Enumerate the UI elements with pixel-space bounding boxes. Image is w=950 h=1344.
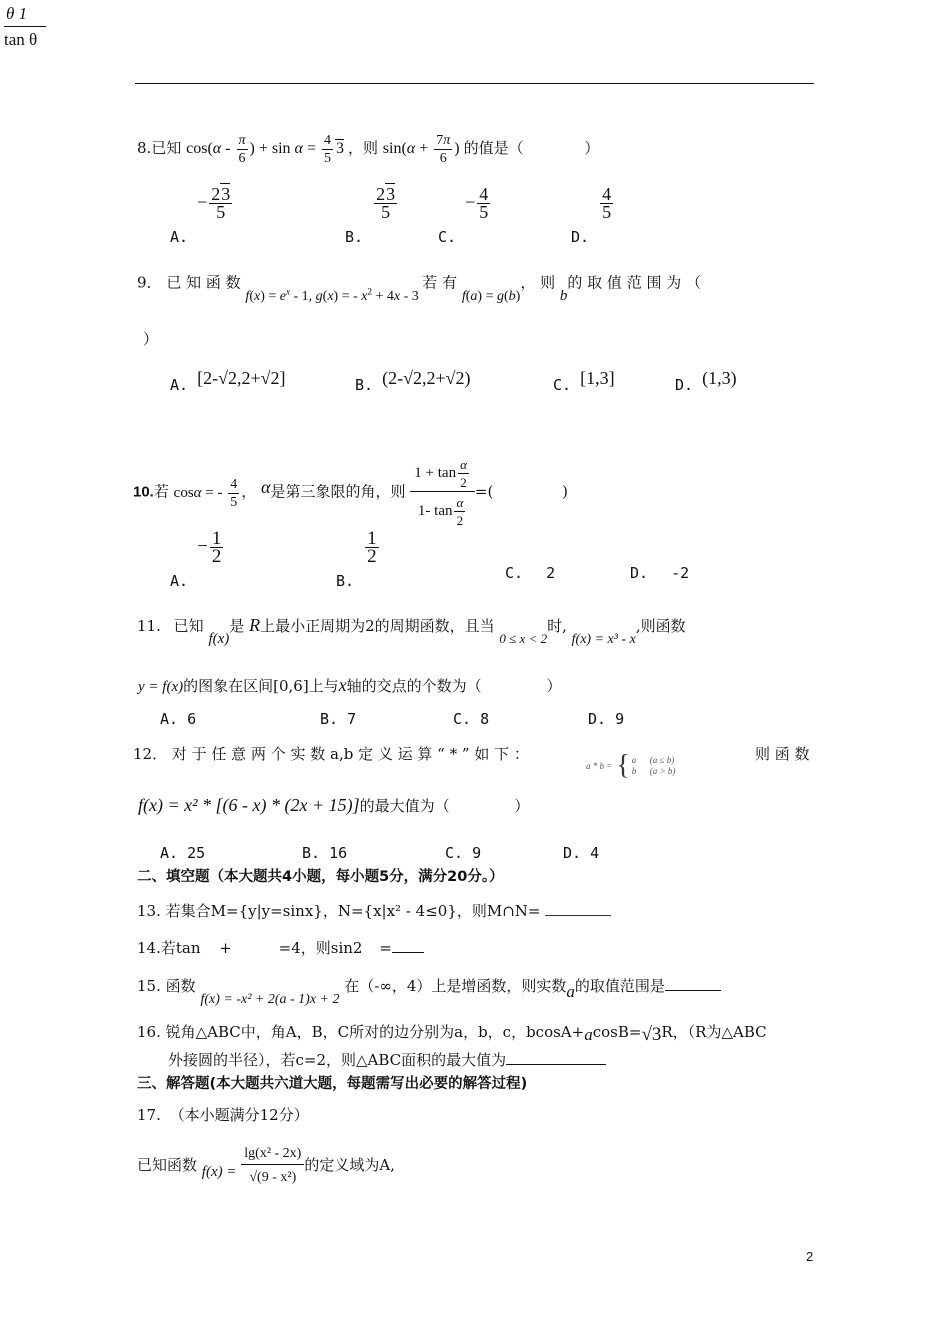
q8-option-b-value: $\frac{23}{5}$ bbox=[376, 184, 396, 222]
question-8 bbox=[137, 132, 599, 167]
q11-option-d-value: 9 bbox=[615, 710, 625, 728]
q11-R: R bbox=[249, 615, 261, 635]
q12-option-a-value: 25 bbox=[187, 844, 206, 862]
q9-condition: f(a) = g(b) bbox=[461, 288, 521, 304]
q10-equation: cosα = - $\frac{4}{5}$ bbox=[173, 476, 238, 510]
question-11 bbox=[137, 615, 686, 647]
header-fraction-denominator: tan θ bbox=[4, 30, 38, 49]
q17-frac-den: √(9 - x²) bbox=[249, 1170, 297, 1185]
q16-text-c: R，（R为△ABC bbox=[661, 1023, 767, 1041]
q9-option-a-label: A. bbox=[170, 376, 189, 394]
q14-text-b: + bbox=[219, 939, 232, 957]
q11-range: 0 ≤ x < 2 bbox=[499, 631, 548, 646]
q9-option-c-value: [1,3] bbox=[580, 368, 615, 388]
q16-text-a: 锐角△ABC中，角A，B，C所对的边分别为a，b，c，bcosA+ bbox=[165, 1023, 585, 1041]
q11-text-b: 是 bbox=[229, 617, 245, 635]
q9-option-b-label: B. bbox=[355, 376, 374, 394]
q16-sqrt: √3 bbox=[641, 1024, 662, 1045]
q8-option-c-label: C. bbox=[438, 227, 457, 246]
q15-text-a: 函数 bbox=[165, 977, 196, 995]
q9-option-b-value: (2-√2,2+√2) bbox=[382, 368, 471, 388]
q10-alpha: α bbox=[261, 476, 271, 497]
question-15 bbox=[137, 976, 817, 1007]
q8-paren-close: ） bbox=[584, 139, 600, 158]
q8-option-c-value: − $\frac{4}{5}$ bbox=[465, 184, 489, 222]
q8-option-d[interactable] bbox=[571, 184, 615, 246]
q10-option-b-value: $\frac{1}{2}$ bbox=[367, 528, 377, 567]
q11-option-d-label: D. bbox=[588, 710, 607, 728]
q12-option-d-value: 4 bbox=[590, 844, 600, 862]
q12-text-a: 对 于 任 意 两 个 实 数 a,b 定 义 运 算 “ * ” 如 下 ： bbox=[171, 745, 529, 763]
q15-variable-a: a bbox=[566, 982, 575, 1001]
question-10 bbox=[133, 456, 568, 529]
q10-number: 10. bbox=[133, 483, 154, 501]
q17-f: f(x) = bbox=[201, 1164, 237, 1180]
q9-option-c[interactable] bbox=[553, 368, 615, 394]
question-14 bbox=[137, 938, 424, 957]
q17-fraction bbox=[241, 1144, 304, 1188]
q9-option-c-label: C. bbox=[553, 376, 572, 394]
q12-text-c: 的最大值为（ bbox=[359, 797, 450, 815]
q17-number: 17. bbox=[137, 1106, 161, 1124]
q11-text-a: 已知 bbox=[173, 617, 204, 635]
q10-option-b[interactable] bbox=[336, 528, 381, 590]
q8-option-a-label: A. bbox=[170, 227, 189, 246]
q12-equation: f(x) = x² * [(6 - x) * (2x + 15)] bbox=[138, 795, 360, 815]
question-12 bbox=[133, 745, 529, 763]
header-fraction bbox=[4, 4, 46, 50]
q10-option-a[interactable] bbox=[170, 528, 225, 590]
q9-option-d[interactable] bbox=[675, 368, 737, 394]
q8-text-a: 已知 bbox=[151, 139, 182, 158]
q11-option-b-label: B. bbox=[320, 710, 339, 728]
q9-option-b[interactable] bbox=[355, 368, 471, 394]
q14-text-c: =4，则sin2 bbox=[278, 939, 363, 957]
q12-option-b-value: 16 bbox=[329, 844, 348, 862]
section-2-heading: 二、填空题（本大题共4小题，每小题5分，满分20分。） bbox=[137, 869, 504, 885]
question-11-line2 bbox=[138, 676, 561, 696]
q10-text-b: ， bbox=[241, 482, 257, 501]
q11-line2-text2: 轴的交点的个数为（ bbox=[346, 677, 482, 695]
q10-option-d-value: -2 bbox=[671, 564, 690, 582]
q10-text-c: 是第三象限的角，则 bbox=[270, 482, 406, 501]
section-3-heading: 三、解答题(本大题共六道大题，每题需写出必要的解答过程) bbox=[137, 1076, 528, 1092]
q8-option-d-label: D. bbox=[571, 227, 590, 246]
q9-paren-close: ） bbox=[143, 330, 159, 348]
q14-number: 14. bbox=[137, 939, 161, 957]
q8-text-c: 的值是（ bbox=[463, 139, 524, 158]
q11-option-a-value: 6 bbox=[187, 710, 197, 728]
q15-text-c: 的取值范围是 bbox=[574, 977, 665, 995]
question-17-body bbox=[137, 1144, 395, 1188]
q12-option-c-value: 9 bbox=[472, 844, 482, 862]
q12-text-b: 则 函 数 bbox=[755, 745, 810, 763]
q11-option-c-value: 8 bbox=[480, 710, 490, 728]
q15-equation: f(x) = -x² + 2(a - 1)x + 2 bbox=[200, 992, 340, 1007]
q9-text-c: ， 则 bbox=[520, 273, 556, 292]
q11-text-c: 上最小正周期为2的周期函数，且当 bbox=[260, 617, 495, 635]
q11-f: f(x) bbox=[208, 631, 230, 647]
q8-equation: cos(α - $\frac{\pi}{6}$ ) + sin α = $\frac{4}{5}$ 3 bbox=[186, 133, 344, 166]
q12-option-c-label: C. bbox=[445, 844, 464, 862]
q12-option-d-label: D. bbox=[563, 844, 582, 862]
q12-def-bot: b (a > b) bbox=[631, 766, 676, 776]
q17-text-a: 已知函数 bbox=[137, 1156, 198, 1174]
q8-option-c[interactable] bbox=[438, 184, 492, 246]
q11-option-a-label: A. bbox=[160, 710, 179, 728]
q11-line2-text: 的图象在区间[0,6]上与 bbox=[183, 677, 339, 695]
q12-number: 12． bbox=[133, 745, 168, 763]
q11-option-a[interactable] bbox=[160, 710, 196, 728]
brace-icon: { bbox=[616, 750, 630, 781]
q14-text-d: = bbox=[379, 939, 392, 957]
q16-text-b: cosB= bbox=[592, 1023, 642, 1041]
q16-line2: 外接圆的半径），若c=2，则△ABC面积的最大值为 bbox=[168, 1051, 507, 1069]
q9-equation: $f(x) = e^x - 1$, g(x) = - $x^2 + 4x - 3$ bbox=[245, 286, 423, 304]
top-divider bbox=[135, 83, 814, 84]
q12-option-b-label: B. bbox=[302, 844, 321, 862]
q11-text-d: 时, bbox=[547, 617, 567, 635]
q12-paren-close: ） bbox=[514, 797, 530, 815]
q12-definition bbox=[586, 752, 675, 780]
q11-paren-close: ） bbox=[546, 677, 562, 695]
q16-variable-a: a bbox=[584, 1025, 593, 1044]
question-13 bbox=[137, 901, 611, 920]
question-16-line2 bbox=[168, 1050, 606, 1069]
q10-option-b-label: B. bbox=[336, 571, 355, 590]
q10-option-d[interactable] bbox=[630, 564, 689, 582]
question-12-line2 bbox=[138, 796, 529, 815]
q13-answer-blank[interactable] bbox=[545, 901, 611, 916]
q10-paren-close: ) bbox=[562, 482, 568, 501]
q10-text-a: 若 bbox=[153, 482, 169, 501]
q14-answer-blank[interactable] bbox=[392, 938, 424, 953]
page-number: 2 bbox=[806, 1249, 814, 1264]
q9-option-d-label: D. bbox=[675, 376, 694, 394]
q9-option-a-value: [2-√2,2+√2] bbox=[197, 368, 286, 388]
q11-option-d[interactable] bbox=[588, 710, 624, 728]
q10-text-d: =( bbox=[474, 482, 494, 501]
q9-variable-b: b bbox=[559, 287, 568, 304]
q12-option-a-label: A. bbox=[160, 844, 179, 862]
q11-number: 11. bbox=[137, 617, 161, 635]
q12-option-b[interactable] bbox=[302, 844, 347, 862]
q11-option-b[interactable] bbox=[320, 710, 356, 728]
q17-frac-num: lg(x² - 2x) bbox=[241, 1144, 304, 1165]
q13-number: 13. bbox=[137, 902, 161, 920]
q16-number: 16. bbox=[137, 1023, 161, 1041]
q14-text-a: 若tan bbox=[160, 939, 201, 957]
q11-text-e: ,则函数 bbox=[635, 617, 686, 635]
q9-number: 9． bbox=[137, 273, 162, 292]
q10-option-c-value: 2 bbox=[546, 564, 556, 582]
q10-option-a-label: A. bbox=[170, 571, 189, 590]
header-fraction-numerator: θ 1 bbox=[4, 4, 46, 27]
q8-option-b[interactable] bbox=[345, 184, 399, 246]
q12-option-a[interactable] bbox=[160, 844, 205, 862]
question-17-header bbox=[137, 1106, 309, 1124]
q15-text-b: 在（-∞，4）上是增函数，则实数 bbox=[344, 977, 567, 995]
q9-text-d: 的 取 值 范 围 为 （ bbox=[567, 273, 701, 292]
q11-option-c[interactable] bbox=[453, 710, 489, 728]
q10-option-c[interactable] bbox=[505, 564, 555, 582]
q11-x: x bbox=[338, 675, 347, 695]
q17-text-b: 的定义域为A, bbox=[304, 1156, 395, 1174]
question-9 bbox=[137, 270, 817, 304]
question-16 bbox=[137, 1023, 767, 1045]
q12-def-top: a (a ≤ b) bbox=[631, 755, 675, 765]
q11-option-c-label: C. bbox=[453, 710, 472, 728]
q11-equation: f(x) = x³ - x bbox=[571, 632, 636, 647]
q8-expression: sin(α + $\frac{7\pi}{6}$ ) bbox=[382, 133, 464, 166]
q12-option-c[interactable] bbox=[445, 844, 481, 862]
q9-option-d-value: (1,3) bbox=[702, 368, 737, 388]
q10-fraction: 1 + tan $\frac{\alpha}{2}$ 1- tan $\frac{\alpha}{2}$ bbox=[410, 456, 475, 529]
q8-option-a-value: − $\frac{23}{5}$ bbox=[197, 184, 231, 222]
q17-score: （本小题满分12分） bbox=[169, 1106, 309, 1124]
q10-option-c-label: C. bbox=[505, 564, 524, 582]
q8-option-b-label: B. bbox=[345, 227, 364, 246]
q12-def-left: a * b = bbox=[586, 761, 613, 771]
q8-option-d-value: $\frac{4}{5}$ bbox=[602, 184, 612, 222]
q9-option-a[interactable] bbox=[170, 368, 286, 394]
q9-text-a: 已 知 函 数 bbox=[166, 273, 241, 292]
q8-number: 8. bbox=[137, 139, 152, 158]
q15-number: 15. bbox=[137, 977, 161, 995]
q13-text: 若集合M={y|y=sinx}，N={x|x² - 4≤0}，则M∩N= bbox=[165, 902, 541, 920]
q8-option-a[interactable] bbox=[170, 184, 234, 246]
q15-answer-blank[interactable] bbox=[665, 976, 721, 991]
q16-answer-blank[interactable] bbox=[506, 1050, 606, 1065]
q10-option-a-value: − $\frac{1}{2}$ bbox=[197, 528, 222, 567]
q12-option-d[interactable] bbox=[563, 844, 599, 862]
q8-text-b: ，则 bbox=[347, 139, 378, 158]
q9-text-b: 若 有 bbox=[422, 273, 458, 292]
q10-option-d-label: D. bbox=[630, 564, 649, 582]
q11-y: y = f(x) bbox=[138, 679, 184, 695]
q11-option-b-value: 7 bbox=[347, 710, 357, 728]
